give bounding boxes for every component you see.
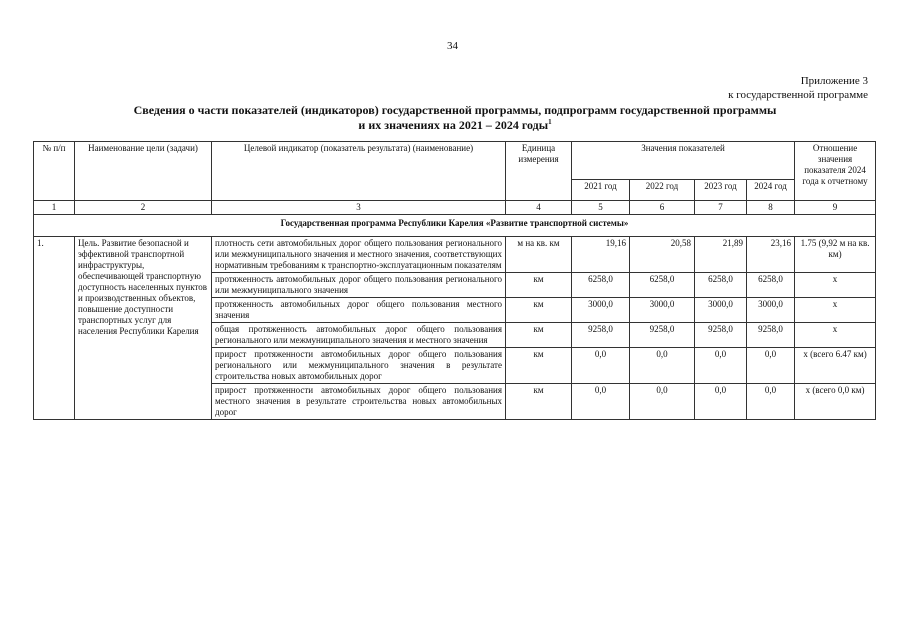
header-unit: Единица измерения: [506, 142, 572, 201]
indicator-name: прирост протяженности автомобильных дорог общего пользования местного значения в результате строительства новых автомобильных дорог: [212, 384, 506, 420]
header-year-2023: 2023 год: [695, 180, 747, 201]
col-number-2: 2: [75, 201, 212, 215]
indicator-unit: км: [506, 323, 572, 348]
page-number: 34: [447, 40, 458, 52]
value-2022: 0,0: [630, 384, 695, 420]
ratio-value: x: [795, 273, 876, 298]
ratio-value: x: [795, 323, 876, 348]
title-line-1: Сведения о части показателей (индикаторов) государственной программы, подпрограмм государственной программы: [133, 103, 777, 117]
indicator-unit: км: [506, 348, 572, 384]
value-2022: 3000,0: [630, 298, 695, 323]
value-2021: 6258,0: [572, 273, 630, 298]
col-number-3: 3: [212, 201, 506, 215]
value-2021: 0,0: [572, 384, 630, 420]
value-2022: 0,0: [630, 348, 695, 384]
value-2021: 19,16: [572, 237, 630, 273]
program-title: Государственная программа Республики Карелия «Развитие транспортной системы»: [34, 215, 876, 237]
appendix-line-2: к государственной программе: [728, 89, 868, 101]
value-2023: 9258,0: [695, 323, 747, 348]
appendix-note: [728, 74, 868, 102]
value-2023: 0,0: [695, 348, 747, 384]
col-number-4: 4: [506, 201, 572, 215]
header-year-2021: 2021 год: [572, 180, 630, 201]
indicator-unit: м на кв. км: [506, 237, 572, 273]
ratio-value: x (всего 6.47 км): [795, 348, 876, 384]
value-2022: 6258,0: [630, 273, 695, 298]
col-number-5: 5: [572, 201, 630, 215]
column-numbers-row: [34, 201, 876, 215]
section-goal: Цель. Развитие безопасной и эффективной транспортной инфраструктуры, обеспечивающей транспортную доступность населенных пунктов и производственных объектов, повышение доступности транспортных услуг для населения Республики Карелия: [75, 237, 212, 420]
col-number-7: 7: [695, 201, 747, 215]
col-number-1: 1: [34, 201, 75, 215]
value-2024: 6258,0: [747, 273, 795, 298]
value-2021: 9258,0: [572, 323, 630, 348]
ratio-value: x (всего 0,0 км): [795, 384, 876, 420]
col-number-6: 6: [630, 201, 695, 215]
header-goal: Наименование цели (задачи): [75, 142, 212, 201]
ratio-value: 1.75 (9,92 м на кв. км): [795, 237, 876, 273]
title-line-2: [40, 118, 870, 133]
header-values: Значения показателей: [572, 142, 795, 180]
value-2023: 21,89: [695, 237, 747, 273]
value-2023: 6258,0: [695, 273, 747, 298]
document-title: [40, 103, 870, 133]
indicator-name: протяженность автомобильных дорог общего пользования регионального или межмуниципального значения: [212, 273, 506, 298]
indicator-unit: км: [506, 273, 572, 298]
header-num: № п/п: [34, 142, 75, 201]
indicator-unit: км: [506, 298, 572, 323]
value-2024: 0,0: [747, 348, 795, 384]
col-number-9: 9: [795, 201, 876, 215]
indicator-unit: км: [506, 384, 572, 420]
indicator-name: прирост протяженности автомобильных дорог общего пользования регионального или межмуниципального значения в результате строительства новых автомобильных дорог: [212, 348, 506, 384]
value-2021: 3000,0: [572, 298, 630, 323]
value-2024: 3000,0: [747, 298, 795, 323]
header-ratio: Отношение значения показателя 2024 года к отчетному: [795, 142, 876, 201]
header-year-2022: 2022 год: [630, 180, 695, 201]
value-2021: 0,0: [572, 348, 630, 384]
header-year-2024: 2024 год: [747, 180, 795, 201]
value-2022: 9258,0: [630, 323, 695, 348]
header-indicator: Целевой индикатор (показатель результата) (наименование): [212, 142, 506, 201]
value-2023: 3000,0: [695, 298, 747, 323]
indicator-name: общая протяженность автомобильных дорог общего пользования регионального или межмуниципального значения и местного значения: [212, 323, 506, 348]
footnote-mark: 1: [548, 118, 552, 126]
section-number: 1.: [34, 237, 75, 420]
value-2024: 9258,0: [747, 323, 795, 348]
table-row: [34, 237, 876, 273]
ratio-value: x: [795, 298, 876, 323]
value-2024: 23,16: [747, 237, 795, 273]
value-2022: 20,58: [630, 237, 695, 273]
program-row: [34, 215, 876, 237]
appendix-line-1: Приложение 3: [800, 75, 868, 87]
title-line-2-text: и их значениях на 2021 – 2024 годы: [358, 118, 549, 132]
indicator-name: протяженность автомобильных дорог общего пользования местного значения: [212, 298, 506, 323]
value-2023: 0,0: [695, 384, 747, 420]
indicator-name: плотность сети автомобильных дорог общего пользования регионального или межмуниципального значения и местного значения, соответствующих нормативным требованиям к транспортно-эксплуатационным показателям: [212, 237, 506, 273]
value-2024: 0,0: [747, 384, 795, 420]
header-row: [34, 142, 876, 180]
indicators-table: [33, 141, 876, 420]
col-number-8: 8: [747, 201, 795, 215]
